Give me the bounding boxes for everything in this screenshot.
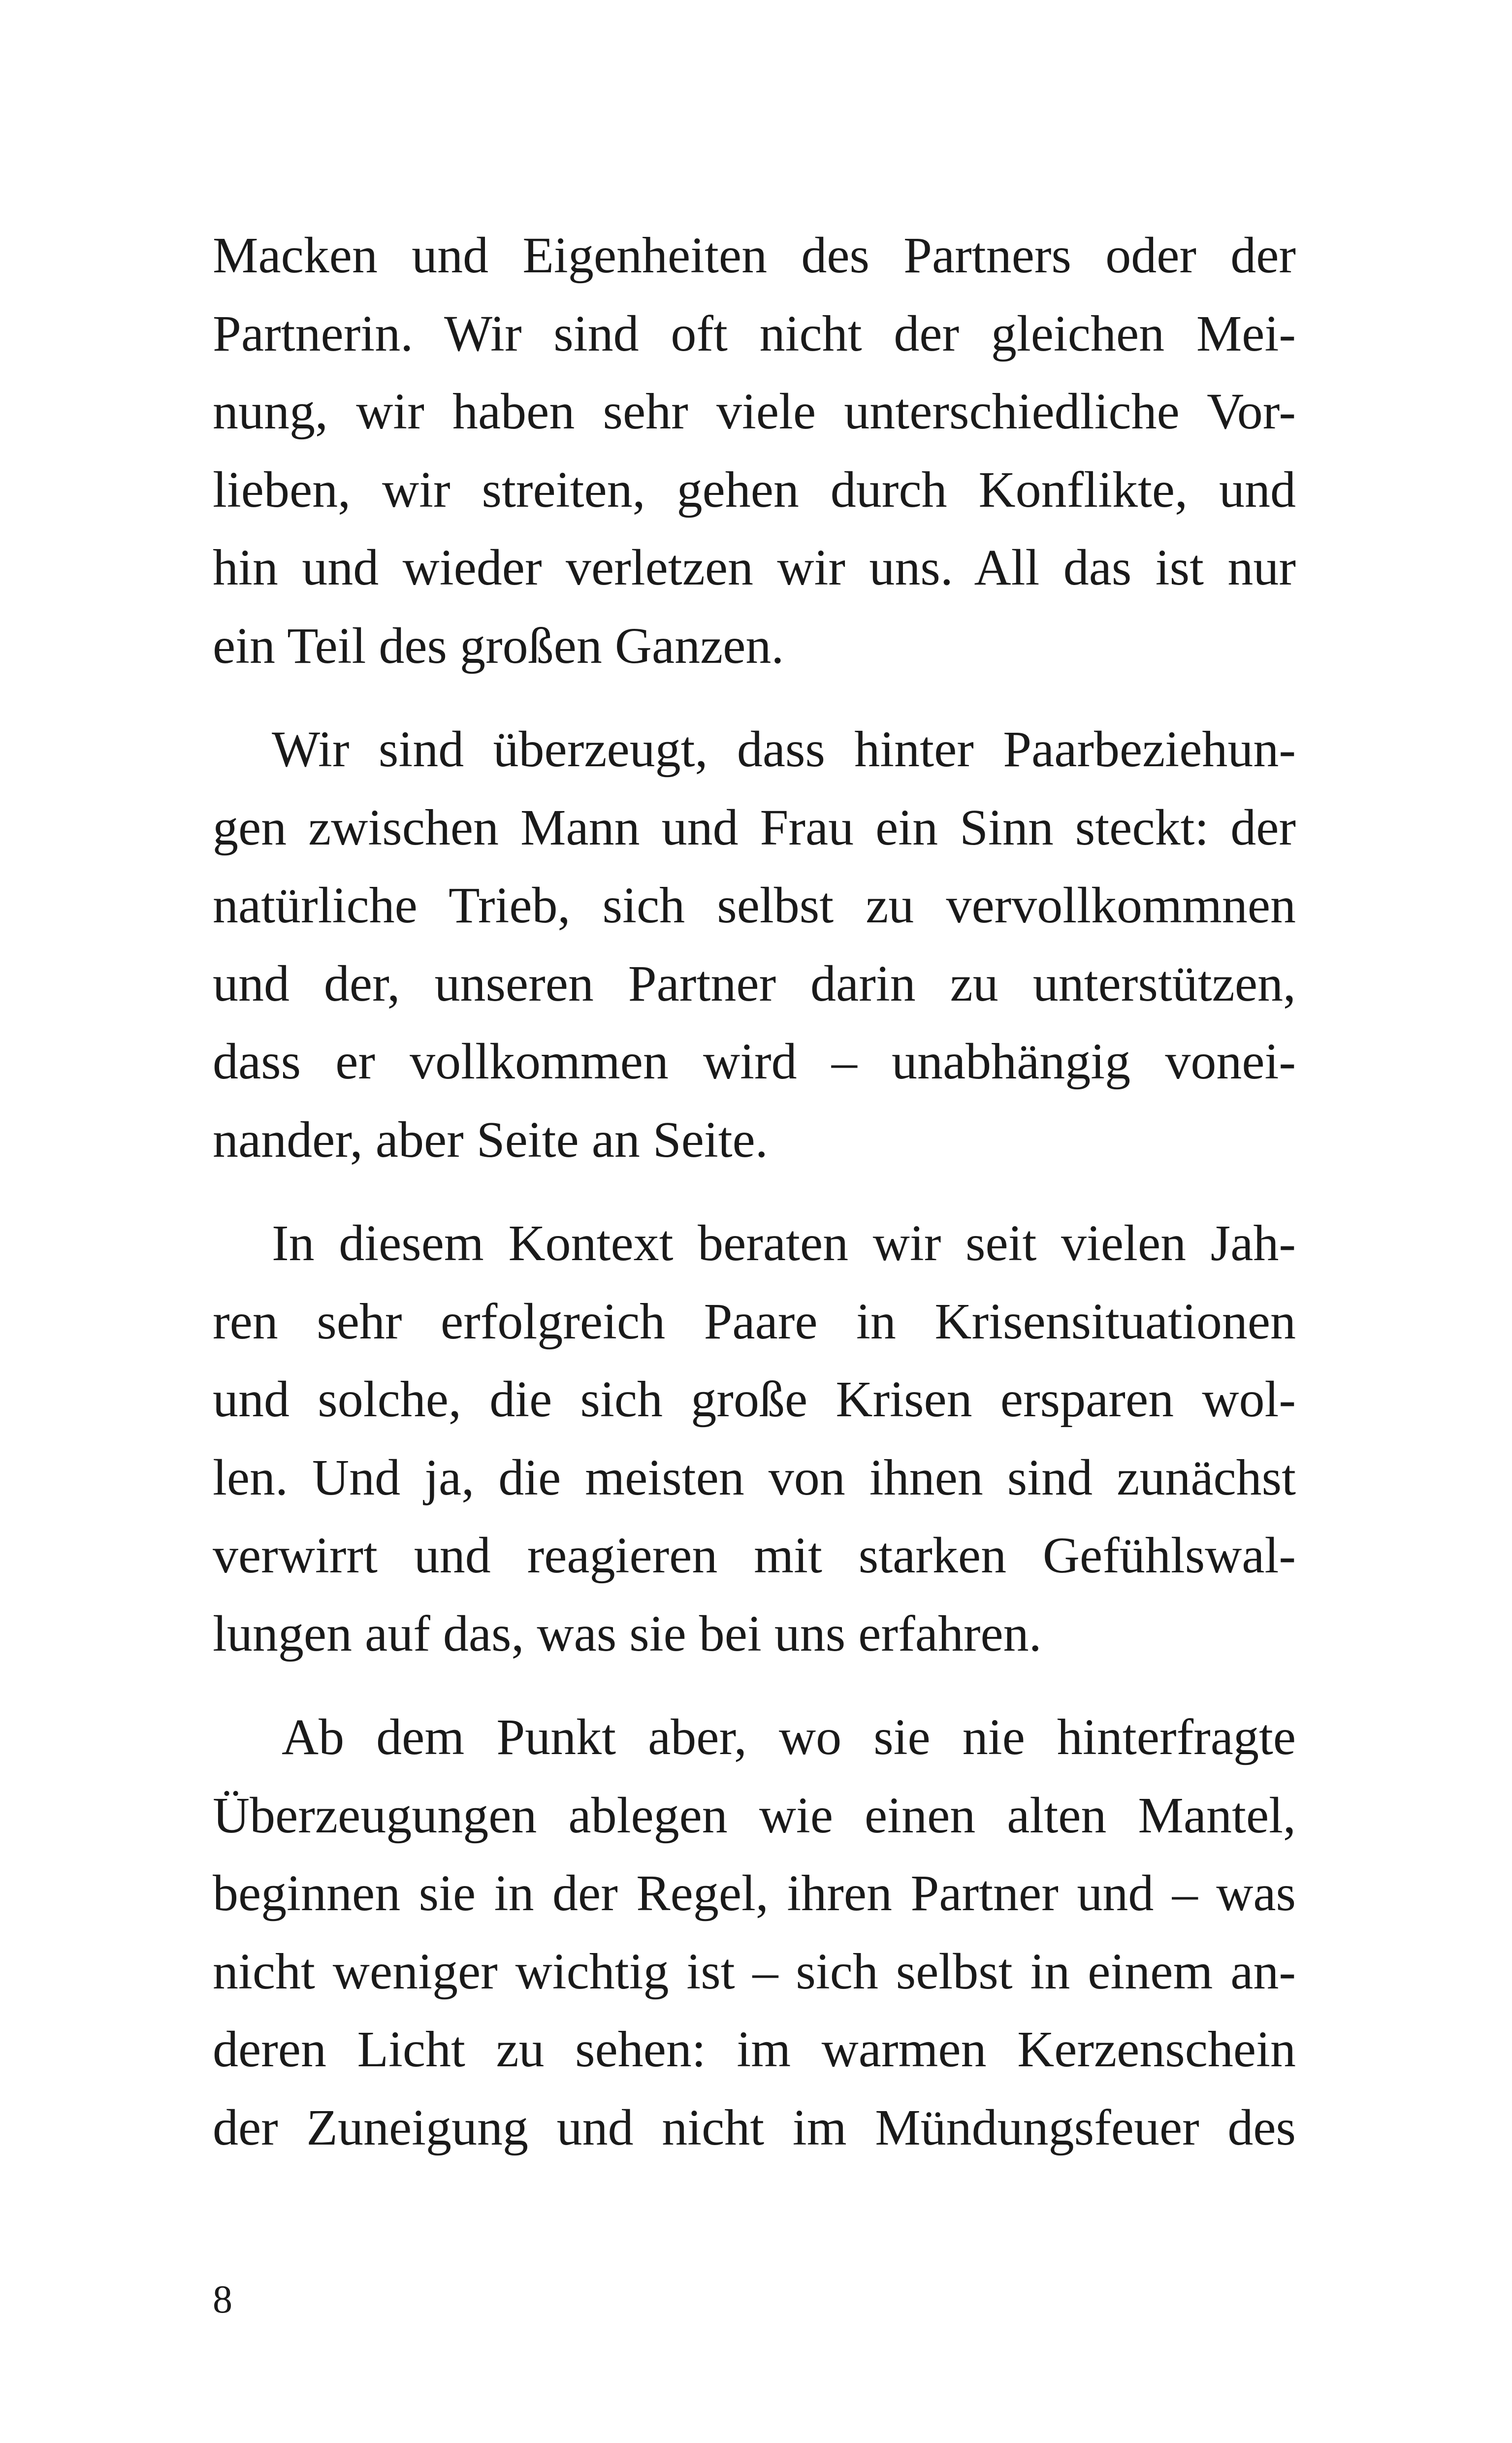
text-line: len. Und ja, die meisten von ihnen sind zunächst	[213, 1449, 1296, 1506]
text-line: natürliche Trieb, sich selbst zu vervollkommnen	[213, 877, 1296, 934]
body-text	[213, 217, 1296, 2167]
text-line: ren sehr erfolgreich Paare in Krisensituationen	[213, 1293, 1296, 1350]
text-line: lungen auf das, was sie bei uns erfahren.	[213, 1605, 1042, 1662]
text-line: deren Licht zu sehen: im warmen Kerzenschein	[213, 2021, 1296, 2078]
text-line: der Zuneigung und nicht im Mündungsfeuer des	[213, 2099, 1296, 2156]
text-line: nander, aber Seite an Seite.	[213, 1111, 768, 1168]
text-line: lieben, wir streiten, gehen durch Konflikte, und	[213, 461, 1296, 518]
text-line: und solche, die sich große Krisen ersparen wol-	[213, 1371, 1296, 1428]
text-line: In diesem Kontext beraten wir seit vielen Jah-	[272, 1215, 1296, 1271]
text-line: nicht weniger wichtig ist – sich selbst in einem an-	[213, 1943, 1296, 2000]
text-line: Wir sind überzeugt, dass hinter Paarbeziehun-	[272, 721, 1296, 778]
text-line: Überzeugungen ablegen wie einen alten Mantel,	[213, 1787, 1296, 1844]
text-line: Ab dem Punkt aber, wo sie nie hinterfragte	[282, 1709, 1296, 1765]
page-number: 8	[213, 2278, 232, 2321]
text-line: und der, unseren Partner darin zu unterstützen,	[213, 955, 1296, 1012]
paragraph-gap	[213, 685, 1296, 711]
text-line: beginnen sie in der Regel, ihren Partner und – was	[213, 1865, 1296, 1922]
text-line: verwirrt und reagieren mit starken Gefühlswal-	[213, 1527, 1296, 1584]
text-line: dass er vollkommen wird – unabhängig vonei-	[213, 1033, 1296, 1090]
text-line: hin und wieder verletzen wir uns. All das ist nur	[213, 539, 1296, 596]
text-line: Macken und Eigenheiten des Partners oder der	[213, 227, 1296, 284]
text-line: gen zwischen Mann und Frau ein Sinn steckt: der	[213, 799, 1296, 856]
paragraph-gap	[213, 1179, 1296, 1205]
text-line: Partnerin. Wir sind oft nicht der gleichen Mei-	[213, 305, 1296, 362]
paragraph-gap	[213, 1673, 1296, 1698]
text-line: nung, wir haben sehr viele unterschiedliche Vor-	[213, 383, 1296, 440]
text-line: ein Teil des großen Ganzen.	[213, 617, 784, 674]
